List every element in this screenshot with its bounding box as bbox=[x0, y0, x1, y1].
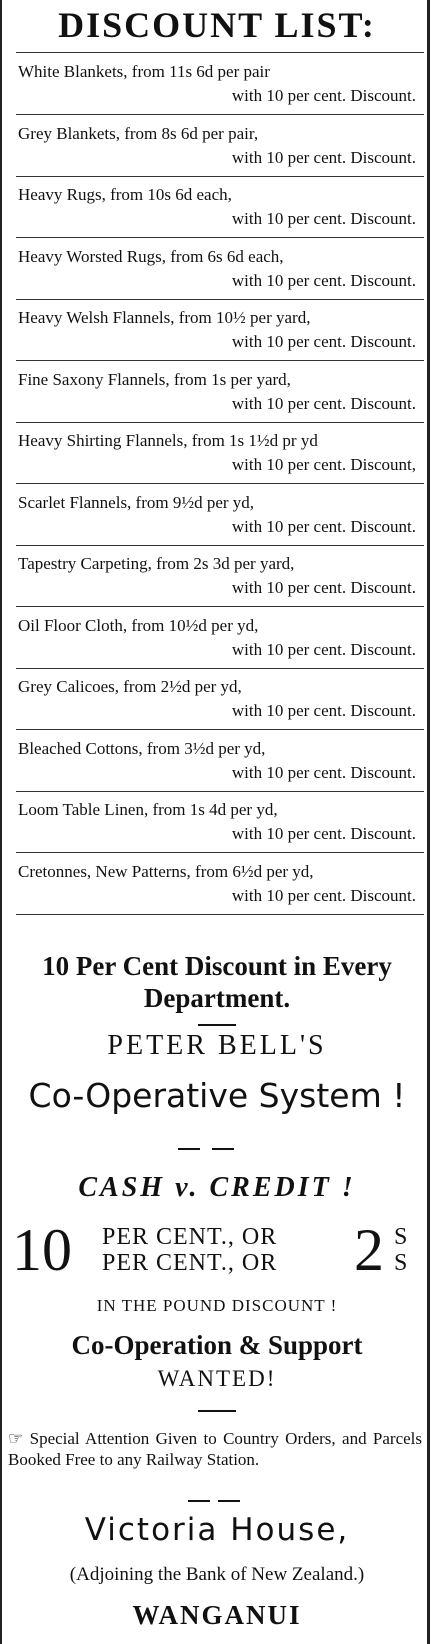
ornament-rule-right bbox=[218, 1500, 240, 1502]
item-discount: with 10 per cent. Discount. bbox=[231, 209, 416, 228]
item-description: Cretonnes, New Patterns, from 6½d per yd, bbox=[18, 861, 314, 881]
item-discount: with 10 per cent. Discount. bbox=[231, 885, 416, 905]
item-description: Grey Calicoes, from 2½d per yd, bbox=[18, 677, 242, 696]
item-discount: with 10 per cent. Discount. bbox=[231, 86, 416, 105]
two-large: 2 bbox=[354, 1217, 384, 1283]
divider bbox=[16, 422, 424, 423]
notice-text: Special Attention Given to Country Orders, and Parcels Booked Free to any Railway Station. bbox=[8, 1429, 423, 1469]
divider bbox=[16, 791, 424, 792]
item-discount: with 10 per cent. Discount. bbox=[231, 824, 416, 843]
item-description: Bleached Cottons, from 3½d per yd, bbox=[18, 738, 266, 758]
discount-item bbox=[14, 671, 424, 729]
item-description: Heavy Rugs, from 10s 6d each, bbox=[18, 185, 232, 204]
item-description: Loom Table Linen, from 1s 4d per yd, bbox=[18, 800, 278, 819]
discount-item bbox=[14, 548, 424, 606]
divider bbox=[16, 545, 424, 546]
special-attention-notice bbox=[8, 1428, 422, 1470]
item-description: Tapestry Carpeting, from 2s 3d per yard, bbox=[18, 554, 295, 573]
item-description: Fine Saxony Flannels, from 1s per yard, bbox=[18, 369, 291, 389]
ornament-rule-left bbox=[188, 1500, 210, 1502]
discount-item bbox=[14, 302, 424, 360]
divider bbox=[16, 606, 424, 607]
per-cent-line-1: PER CENT., OR bbox=[102, 1224, 278, 1250]
discount-item bbox=[14, 364, 424, 422]
store-location: (Adjoining the Bank of New Zealand.) bbox=[69, 1564, 365, 1585]
divider bbox=[16, 914, 424, 915]
discount-item bbox=[14, 487, 424, 545]
item-discount: with 10 per cent. Discount. bbox=[231, 639, 416, 659]
discount-item bbox=[14, 425, 424, 483]
ten-large: 10 bbox=[12, 1217, 72, 1283]
item-discount: with 10 per cent. Discount. bbox=[231, 762, 416, 782]
ornament-rule-right bbox=[212, 1148, 234, 1150]
divider bbox=[16, 176, 424, 177]
item-description: Scarlet Flannels, from 9½d per yd, bbox=[18, 492, 255, 512]
shillings-s-2: S bbox=[394, 1250, 408, 1276]
discount-item bbox=[14, 179, 424, 237]
item-discount: with 10 per cent. Discount. bbox=[231, 393, 416, 413]
discount-item bbox=[14, 733, 424, 791]
town-name: WANGANUI bbox=[132, 1600, 302, 1630]
discount-item bbox=[14, 610, 424, 668]
headline-line-1: 10 Per Cent Discount in Every bbox=[42, 951, 392, 981]
item-discount: with 10 per cent. Discount. bbox=[231, 516, 416, 536]
item-description: Oil Floor Cloth, from 10½d per yd, bbox=[18, 615, 259, 635]
item-discount: with 10 per cent. Discount. bbox=[231, 147, 416, 167]
discount-rates-row bbox=[2, 1217, 432, 1290]
item-description: Grey Blankets, from 8s 6d per pair, bbox=[18, 123, 259, 143]
divider bbox=[16, 114, 424, 115]
item-description: Heavy Shirting Flannels, from 1s 1½d pr yd bbox=[18, 431, 318, 450]
discount-item bbox=[14, 241, 424, 299]
divider bbox=[16, 483, 424, 484]
pointing-hand-icon: ☞ bbox=[8, 1429, 24, 1448]
shillings-s-1: S bbox=[394, 1224, 408, 1250]
item-discount: with 10 per cent. Discount. bbox=[231, 578, 416, 597]
item-discount: with 10 per cent. Discount. bbox=[231, 701, 416, 720]
item-discount: with 10 per cent. Discount. bbox=[231, 270, 416, 290]
headline-line-2: Department. bbox=[143, 983, 291, 1013]
item-description: White Blankets, from 11s 6d per pair bbox=[18, 62, 270, 81]
discount-item bbox=[14, 856, 424, 914]
store-name: Victoria House, bbox=[84, 1512, 350, 1548]
item-description: Heavy Worsted Rugs, from 6s 6d each, bbox=[18, 246, 284, 266]
divider bbox=[16, 360, 424, 361]
divider bbox=[16, 52, 424, 53]
per-cent-line-2: PER CENT., OR bbox=[102, 1250, 278, 1276]
divider bbox=[16, 852, 424, 853]
item-description: Heavy Welsh Flannels, from 10½ per yard, bbox=[18, 308, 311, 327]
pound-discount: IN THE POUND DISCOUNT ! bbox=[96, 1296, 338, 1315]
cash-credit: CASH v. CREDIT ! bbox=[78, 1172, 356, 1203]
cooperation-support: Co-Operation & Support bbox=[71, 1330, 363, 1360]
divider bbox=[16, 668, 424, 669]
discount-item bbox=[14, 118, 424, 176]
short-rule bbox=[198, 1024, 236, 1026]
proprietor-name: PETER BELL'S bbox=[107, 1030, 327, 1061]
cooperative-system: Co-Operative System ! bbox=[28, 1076, 406, 1115]
discount-item bbox=[14, 56, 424, 114]
discount-item bbox=[14, 794, 424, 852]
divider bbox=[16, 729, 424, 730]
divider bbox=[16, 237, 424, 238]
short-rule bbox=[198, 1410, 236, 1412]
ornament-rule-left bbox=[178, 1148, 200, 1150]
item-discount: with 10 per cent. Discount. bbox=[231, 332, 416, 351]
item-discount: with 10 per cent. Discount, bbox=[231, 455, 416, 474]
discount-list-title: DISCOUNT LIST: bbox=[58, 5, 376, 45]
divider bbox=[16, 299, 424, 300]
headline bbox=[2, 950, 432, 1014]
wanted: WANTED! bbox=[157, 1366, 277, 1391]
